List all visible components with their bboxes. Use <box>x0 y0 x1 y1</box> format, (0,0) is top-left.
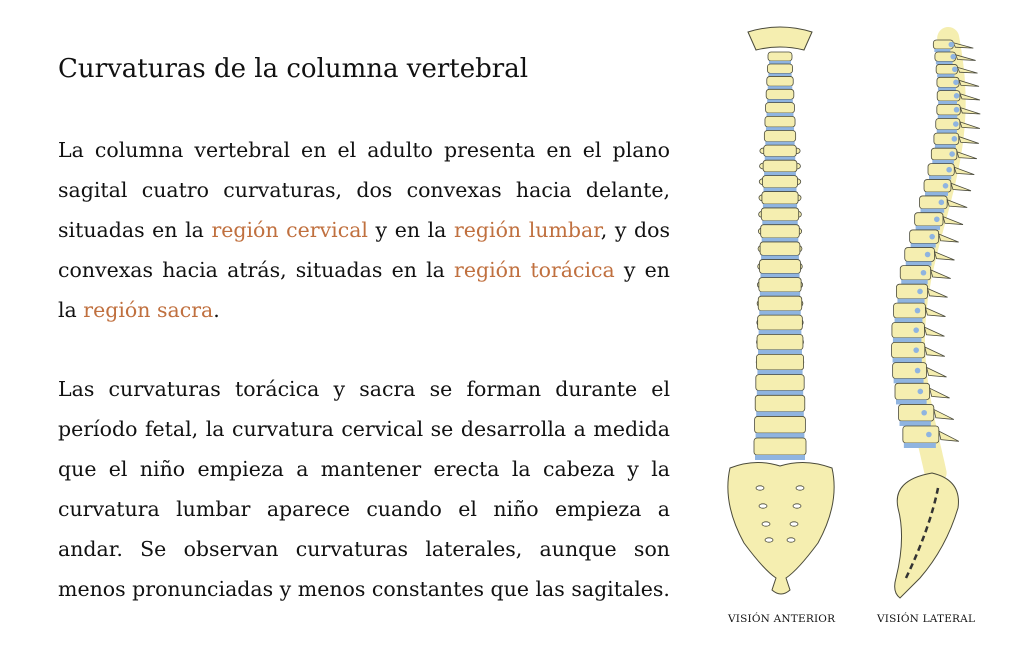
spine-illustration <box>700 18 1020 618</box>
intervertebral-disc <box>769 61 791 64</box>
intervertebral-disc <box>759 330 802 334</box>
spinous-process <box>939 234 959 242</box>
intervertebral-disc <box>901 280 927 284</box>
vertebra <box>766 103 795 113</box>
intervertebral-disc <box>935 145 956 149</box>
foramen-lateral <box>952 66 958 72</box>
intervertebral-disc <box>937 130 957 134</box>
intervertebral-disc <box>757 391 803 396</box>
spinous-process <box>959 137 979 144</box>
foramen-lateral <box>926 432 932 438</box>
intervertebral-disc <box>755 455 805 460</box>
foramen-lateral <box>954 93 960 99</box>
intervertebral-disc <box>897 299 924 303</box>
foramen-lateral <box>949 42 955 48</box>
spine-anterior-view <box>728 27 834 594</box>
spinous-process <box>924 327 944 336</box>
vertebra-lateral <box>903 426 939 443</box>
intervertebral-disc <box>768 86 792 89</box>
foramen-lateral <box>954 107 960 113</box>
spinous-process <box>934 409 954 419</box>
caption-lateral-view: VISIÓN LATERAL <box>877 613 976 625</box>
vertebra <box>762 192 798 204</box>
intervertebral-disc <box>900 421 931 426</box>
caption-anterior-view: VISIÓN ANTERIOR <box>728 613 836 625</box>
vertebra-lateral <box>892 323 925 338</box>
foramen-lateral <box>915 308 921 314</box>
vertebra <box>755 395 805 411</box>
spinous-process <box>960 122 980 129</box>
text-segment: . <box>213 298 220 322</box>
sacral-foramen <box>793 504 801 508</box>
foramen-lateral <box>950 54 956 60</box>
foramen-lateral <box>952 136 958 142</box>
sacral-foramen <box>790 522 798 526</box>
vertebra-lateral <box>894 303 926 318</box>
intervertebral-disc <box>916 226 940 230</box>
spinous-process <box>957 152 977 159</box>
sacral-foramen <box>796 486 804 490</box>
intervertebral-disc <box>938 101 957 104</box>
vertebra <box>755 416 806 433</box>
spinous-process <box>951 183 971 190</box>
paragraph-development: Las curvaturas torácica y sacra se forman durante el período fetal, la curvatura cervical se desarrolla a medida que el niño empieza a mantener erecta la cabeza y la curvatura lumbar aparece cuando el niño empieza a andar. Se observan curvaturas laterales, aunque son menos pronunciadas y menos constantes que las sagitales. <box>58 377 670 601</box>
sacral-foramen <box>759 504 767 508</box>
sacrum-lateral <box>895 473 959 598</box>
spinous-process <box>930 388 950 398</box>
vertebra-lateral <box>896 284 927 299</box>
intervertebral-disc <box>936 61 953 64</box>
vertebra <box>754 438 806 455</box>
vertebra <box>766 89 794 99</box>
page-title: Curvaturas de la columna vertebral <box>58 54 529 84</box>
sacral-foramen <box>762 522 770 526</box>
intervertebral-disc <box>765 142 794 146</box>
intervertebral-disc <box>756 412 804 417</box>
intervertebral-disc <box>768 73 791 76</box>
vertebra <box>767 64 792 73</box>
text-segment: , y dos convexas hacia atrás, situadas en la <box>58 218 671 282</box>
foramen-lateral <box>953 121 959 127</box>
intervertebral-disc <box>895 318 923 322</box>
vertebra <box>763 176 798 188</box>
spinous-process <box>954 167 974 174</box>
foramen-lateral <box>913 347 919 353</box>
foramen-lateral <box>921 410 927 416</box>
foramen-lateral <box>925 252 931 258</box>
spinous-process <box>934 252 954 260</box>
spinous-process <box>927 367 947 377</box>
vertebra <box>757 335 803 350</box>
intervertebral-disc <box>767 99 793 102</box>
foramen-lateral <box>934 216 940 222</box>
highlight-region-lumbar: región lumbar <box>453 218 601 242</box>
sacrum-anterior <box>728 462 834 594</box>
vertebra-lateral <box>899 404 934 421</box>
vertebra <box>759 260 800 274</box>
intervertebral-disc <box>893 338 922 343</box>
vertebra <box>758 315 803 330</box>
intervertebral-disc <box>766 127 794 130</box>
vertebra-lateral <box>892 342 925 358</box>
vertebra <box>760 242 800 256</box>
intervertebral-disc <box>760 273 799 277</box>
text-segment: La columna vertebral en el adulto presenta en el plano sagital cuatro curvaturas, dos convexas hacia delante, situadas en la <box>58 138 670 242</box>
spinous-process <box>960 108 980 114</box>
sacral-foramen <box>756 486 764 490</box>
foramen-lateral <box>921 270 927 276</box>
spine-lateral-view <box>892 38 981 598</box>
intervertebral-disc <box>767 113 794 116</box>
foramen-lateral <box>917 289 923 295</box>
spinous-process <box>943 217 963 225</box>
spinous-process <box>931 270 951 279</box>
vertebra <box>756 354 803 370</box>
highlight-region-cervical: región cervical <box>211 218 368 242</box>
intervertebral-disc <box>764 188 797 192</box>
foramen-lateral <box>943 183 949 189</box>
intervertebral-disc <box>921 209 945 213</box>
foramen-lateral <box>929 234 935 240</box>
foramen-lateral <box>918 389 924 395</box>
intervertebral-disc <box>758 350 802 355</box>
intervertebral-disc <box>938 115 957 118</box>
intervertebral-disc <box>764 172 796 176</box>
highlight-region-toracica: región torácica <box>454 258 615 282</box>
foramen-lateral <box>949 151 955 157</box>
spinous-process <box>958 67 978 73</box>
vertebra-lateral <box>893 363 927 379</box>
intervertebral-disc <box>893 358 922 363</box>
spinous-process <box>939 431 959 441</box>
intervertebral-disc <box>904 443 936 448</box>
spinous-process <box>960 94 980 100</box>
atlas-vertebra <box>748 27 812 50</box>
intervertebral-disc <box>938 87 956 90</box>
vertebra <box>763 160 797 172</box>
foramen-lateral <box>946 167 952 173</box>
vertebra <box>764 131 795 142</box>
vertebra <box>756 375 804 391</box>
text-segment: y en la <box>58 258 671 322</box>
spinous-process <box>925 347 945 356</box>
vertebra <box>759 278 801 292</box>
intervertebral-disc <box>894 379 924 384</box>
spinous-process <box>959 80 979 86</box>
intervertebral-disc <box>925 192 948 196</box>
intervertebral-disc <box>896 400 927 405</box>
spinous-process <box>953 43 973 48</box>
vertebra <box>764 145 797 156</box>
intervertebral-disc <box>765 157 796 161</box>
foramen-lateral <box>915 368 921 374</box>
vertebra-lateral <box>895 383 930 399</box>
intervertebral-disc <box>759 311 800 315</box>
intervertebral-disc <box>762 238 799 242</box>
intervertebral-disc <box>763 204 797 208</box>
vertebra <box>758 296 801 311</box>
intervertebral-disc <box>937 74 954 77</box>
intervertebral-disc <box>932 160 954 164</box>
intervertebral-disc <box>762 221 797 225</box>
sacral-foramen <box>787 538 795 542</box>
spinous-process <box>947 200 967 208</box>
vertebra <box>761 225 800 238</box>
spinous-process <box>928 289 948 298</box>
vertebra <box>767 76 793 86</box>
foramen-lateral <box>939 200 945 206</box>
intervertebral-disc <box>760 292 800 296</box>
vertebra <box>761 208 798 221</box>
intervertebral-disc <box>906 261 932 265</box>
intervertebral-disc <box>757 370 802 375</box>
intervertebral-disc <box>911 243 936 247</box>
highlight-region-sacra: región sacra <box>83 298 214 322</box>
foramen-lateral <box>913 327 919 333</box>
intervertebral-disc <box>756 433 805 438</box>
spinous-process <box>925 308 945 317</box>
foramen-lateral <box>953 80 959 86</box>
vertebra <box>765 116 795 127</box>
text-segment: y en la <box>367 218 454 242</box>
intervertebral-disc <box>934 49 950 52</box>
spinous-process <box>956 55 976 61</box>
intervertebral-disc <box>761 255 799 259</box>
paragraph-curvatures <box>58 130 670 330</box>
intervertebral-disc <box>929 176 951 180</box>
sacral-foramen <box>765 538 773 542</box>
vertebra <box>768 52 792 61</box>
